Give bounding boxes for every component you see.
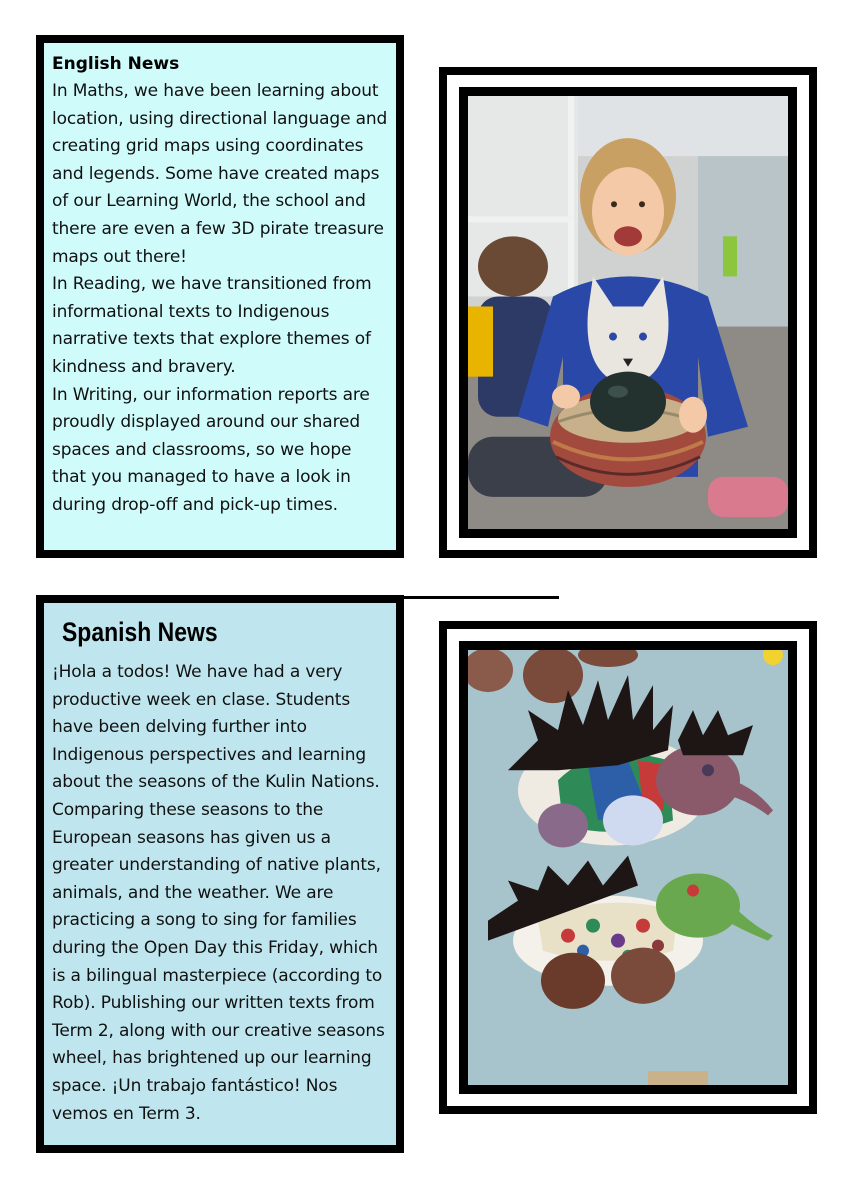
spanish-news-body: ¡Hola a todos! We have had a very productive week en clase. Students have been delving further into Indigenous perspectives and learning about the seasons of the Kulin Nations. Comparing these seasons to the European seasons has given us a greater understanding of native plants, animals, and the weather. We are practicing a song to sing for families during the Open Day this Friday, which is a bilingual masterpiece (according to Rob). Publishing our written texts from Term 2, along with our creative seasons wheel, has brightened up our learning space. ¡Un trabajo fantástico! Nos vemos en Term 3. (52, 662, 385, 1124)
echidna-artwork-illustration (468, 650, 788, 1085)
english-news-box (36, 35, 404, 558)
spanish-news-box (36, 595, 404, 1153)
english-writing-paragraph: In Writing, our information reports are proudly displayed around our shared spaces and classrooms, so we hope that you managed to have a look in during drop-off and pick-up times. (52, 384, 370, 515)
english-news-body (52, 78, 388, 520)
photo-frame-child-egg (439, 67, 817, 558)
decorative-divider-line (404, 596, 559, 599)
photo-frame-echidna-art (439, 621, 817, 1114)
english-maths-paragraph: In Maths, we have been learning about location, using directional language and creating grid maps using coordinates and legends. Some have created maps of our Learning World, the school and there are even a few 3D pirate treasure maps out there! (52, 81, 388, 267)
english-news-heading: English News (52, 54, 180, 74)
spanish-news-heading: Spanish News (62, 617, 218, 647)
child-with-egg-illustration (468, 96, 788, 529)
echidna-artwork-photo (468, 650, 788, 1085)
english-reading-paragraph: In Reading, we have transitioned from informational texts to Indigenous narrative texts that explore themes of kindness and bravery. (52, 274, 372, 377)
child-with-egg-photo (468, 96, 788, 529)
